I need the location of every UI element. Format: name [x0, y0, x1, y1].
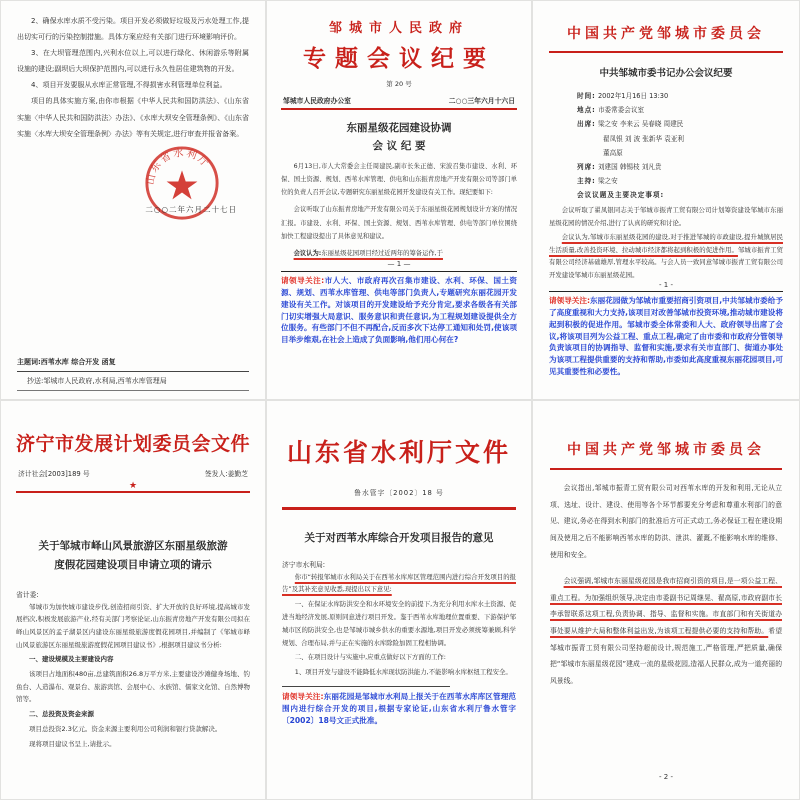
annotation-label: 请领导关注:	[282, 692, 324, 701]
meta-row-attendees2	[577, 132, 783, 146]
red-underlined-text: 会议强调,邹城市东丽星级花园是我市招商引资的项目,是一项公益工程、重点工程。为加强组织领导,决定由市委副书记周继晃、翟高原,市政府副市长李承智联系这项工程,负责协调、指导、监督和实施。市直部门和有关街道办事处要从维护大局和整体利益出发,为该项工程提供必要的支持和帮助。	[550, 577, 782, 636]
issuing-org-header: 中国共产党邹城市委员会	[567, 442, 765, 458]
document-special-meeting-minutes	[266, 0, 532, 400]
cc-line: 抄送:邹城市人民政府,水利局,西苇水库管理局	[17, 372, 249, 391]
page-number: — 1 —	[387, 260, 411, 269]
red-divider-rule	[550, 468, 782, 470]
meta-row-chair	[577, 174, 783, 188]
paragraph	[550, 573, 782, 689]
annotation-text: 市人大、市政府再次召集市建设、水利、环保、国土资源、规划、西苇水库管理、供电等部门负责人,专题研究东丽花园开发建设有关工作。对该项目的开发建设给予充分肯定,要求各级各有关部门切实增强大局意识、服务意识和责任意识,为工程规划建设提供全方位服务。有些部门不但不再配合,反而多次下达停工通知和处罚,使该项目举步维艰,在社会上造成了负面影响,他们用心何在?	[281, 276, 517, 345]
paragraph-continuation: 邹城市振青工贸有限公司经济基础雄厚,管理水平较高。与会人员一致同意邹城市振青工贸有限公司开发建设邹城市东丽星级花园。	[549, 245, 784, 279]
document-party-secretary-meeting-minutes	[532, 0, 800, 400]
subject-keywords-line: 主题词:西苇水库 综合开发 函复	[17, 354, 249, 372]
red-divider-rule	[281, 108, 517, 110]
page-number: - 2 -	[659, 773, 673, 781]
star-icon: ★	[128, 481, 138, 491]
paragraph: 邹城市为加快城市建设步伐,创造招商引资、扩大开放的良好环境,提高城市发展档次,积极发展旅游产业,经有关部门考察论证,山东振青房地产开发有限公司拟在峄山风景区的孟子湖景区内建设东丽星级旅游度假花园项目,并编制了《邹城市峄山风景旅游区东丽星级旅游度假花园项目建议书》,根据项目建议书分析:	[16, 602, 250, 649]
red-underlined-text: 会议认为,邹城市东丽星级花园的建设,对于推进邹城的市政建设,提升城镇居民生活质量,改善投资环境、拉动城市经济都将起到积极的促进作用。	[549, 233, 783, 254]
paragraph	[282, 571, 516, 597]
red-divider-rule	[16, 481, 250, 493]
issue-date: 二○○三年六月十六日	[448, 97, 515, 105]
document-title-line1: 东丽星级花园建设协调	[346, 122, 452, 134]
document-banner-title: 专题会议纪要	[303, 46, 495, 72]
red-letterhead: 山东省水利厅文件	[286, 438, 511, 467]
paragraph	[549, 231, 783, 281]
document-number: 鲁水管字〔2002〕18 号	[354, 489, 444, 497]
paragraph: 3、在大坝管理范围内,兴利水位以上,可以进行绿化、休闲游乐等附属设施的建设;副坝后大坝保护范围内,可以进行永久性居住建筑物的开发。	[17, 49, 249, 74]
agenda-heading: 会议议题及主要决定事项:	[577, 191, 665, 200]
paragraph: 项目的具体实施方案,由你市根据《中华人民共和国防洪法》、《山东省实施〈中华人民共和国防洪法〉办法》、《水库大坝安全管理条例》、《山东省实施〈水库大坝安全管理条例〉办法》等有关规定,进行审查并报省备案。	[17, 97, 249, 138]
paragraph: 项目总投资2.3亿元。资金来源主要利用公司利润和银行贷款解决。	[29, 724, 222, 733]
meta-value: 梁之安	[597, 177, 618, 186]
meta-label: 列席:	[577, 162, 596, 171]
red-divider-rule	[549, 51, 783, 53]
svg-text:山东省水利厅	[143, 145, 212, 185]
annotation-text: 东丽花园做为邹城市重要招商引资项目,中共邹城市委给予了高度重视和大力支持,该项目对改善邹城市投资环境,推动城市建设将起到积极的促进作用。邹城市委全体常委和人大、政府领导出席了会议,将该项目列为公益工程、重点工程,确定了由市委和市政府分管领导负责该项目的协调指导、监督和实施,要求有关市直部门、街道办事处为该项工程提供重要的支持和帮助,市委如此高度重视东丽花园项目,可见其重要性和必要性。	[549, 296, 783, 376]
meta-value: 刘建国 韩锡枝 刘凡贵	[597, 162, 662, 171]
paragraph: 会议指出,邹城市振青工贸有限公司对西苇水库的开发和利用,无论从立项、选址、设计、建设、使用等各个环节都要充分考虑和尊重水利部门的意见、建议,务必在得到水利部门的批准后方可正式动工,务必保证工程在建设期间及使用之后不能影响西苇水库的防洪、泄洪、灌溉,不能影响水库的维修、使用和安全。	[550, 484, 782, 559]
seal-arc-text: 山东省水利厅	[145, 147, 212, 186]
meeting-meta-block	[577, 89, 783, 202]
section-heading: 二、总投资及资金来源	[29, 710, 94, 719]
issuing-org-header: 邹城市人民政府	[328, 21, 469, 36]
paragraph: 二、在项目设计与实施中,应重点做好以下方面的工作:	[294, 653, 446, 662]
paragraph: 2、确保水库水质不受污染。项目开发必须做好垃圾及污水处理工作,提出切实可行的污染控制措施。具体方案应经有关部门进行环境影响评价。	[17, 17, 249, 42]
issue-number: 第 20 号	[386, 80, 412, 88]
meta-label: 出席:	[577, 120, 596, 129]
red-underlined-text: 你市“转报邹城市水利局关于在西苇水库库区管理范围内进行综合开发项目的报告”及其补充意见收悉,现提出以下意见:	[282, 572, 516, 594]
annotation-note	[282, 691, 516, 726]
meta-value: 梁之安 李来云 吴春晓 周建民	[597, 120, 684, 129]
meta-value: 市委常委会议室	[597, 106, 645, 115]
meta-row-observers	[577, 160, 783, 174]
meta-row-attendees3	[577, 146, 783, 160]
paragraph	[281, 247, 517, 260]
paragraph: 6月13日,市人大常委会主任周建民,副市长朱正德、宋波召集市建设、水利、环保、国土资源、规划、西苇水库管理、供电和山东振青房地产开发有限公司等部门单位的负责人召开会议,专题研究东丽星级花园开发建设有关工作。现纪要如下:	[281, 162, 517, 197]
paragraph: 该项目占地面积480亩,总建筑面积26.8万平方米,主要建设沙滩健身场地、钓鱼台、人造瀑布、观景台、旅游宾馆、会展中心、水族馆、儒家文化馆、自然博物馆等。	[16, 670, 250, 704]
paragraph: 一、在保证水库防洪安全和水环境安全的前提下,为充分利用水库水土资源、促进当地经济发展,原则同意进行项目开发。鉴于西苇水库地理位置重要、下游保护邹城市区的防洪安全,也是邹城市城乡供水的重要水源地,项目开发必须统筹兼顾,科学规划、合理布局,并与正在实施的水库除险加固工程相协调。	[282, 600, 516, 647]
annotation-note	[281, 271, 517, 346]
document-water-dept-reply-page2	[0, 0, 266, 400]
paragraph: 1、项目开发与建设不能降低水库现状防洪能力,不能影响水库枢纽工程安全。	[294, 668, 512, 677]
document-title-line2: 度假花园建设项目申请立项的请示	[54, 558, 212, 571]
annotation-label: 请领导关注:	[281, 276, 325, 286]
meeting-conclusion-label: 会议认为:	[293, 250, 322, 257]
annotation-label: 请领导关注:	[549, 296, 591, 306]
issuer-office: 邹城市人民政府办公室	[283, 97, 351, 105]
meta-label: 主持:	[577, 177, 596, 186]
document-title: 关于对西苇水库综合开发项目报告的意见	[304, 531, 494, 544]
annotation-note	[549, 291, 783, 377]
paragraph: 会议听取了翟凤银同志关于邹城市振青工贸有限公司计划筹资建设邹城市东丽星级花园的情况介绍,进行了认真的研究和讨论。	[549, 206, 783, 227]
meta-row-time	[577, 89, 783, 103]
signer: 签发人:姜勤芝	[204, 470, 248, 478]
document-title	[281, 120, 517, 156]
meta-label: 地点:	[577, 106, 596, 115]
paragraph: 4、项目开发要服从水库正常管理,不得损害水利管理单位利益。	[31, 81, 227, 90]
document-number: 济计社会[2003]189 号	[18, 470, 90, 478]
meta-value: 翟凤银 刘 波 张新华 袁亚利	[603, 134, 684, 143]
meta-label: 时间:	[577, 92, 596, 100]
annotation-text: 东丽花园是邹城市水利局上报关于在西苇水库库区管理范围内进行综合开发的项目,根据专家论证,山东省水利厅鲁水管字〔2002〕18号文正式批准。	[282, 692, 516, 725]
annotation-separator-line	[282, 686, 450, 687]
issuing-org-header: 中国共产党邹城市委员会	[567, 26, 765, 42]
red-divider-rule	[282, 507, 516, 510]
red-letterhead: 济宁市发展计划委员会文件	[16, 433, 251, 455]
seal-and-date-area	[17, 142, 249, 242]
document-footer-block	[17, 354, 249, 391]
paragraph-continuation: 希望邹城市振青工贸有限公司坚持超前设计,规范施工,严格管理,严把质量,确保把“邹城市东丽星级花园”建成一流的星级花园,造福人民群众,成为一道亮丽的风景线。	[550, 627, 782, 686]
paragraph: 现将项目建议书呈上,请批示。	[29, 739, 116, 748]
salutation: 济宁市水利局:	[282, 560, 326, 569]
paragraph: 会议听取了山东振青房地产开发有限公司关于东丽星级花园规划设计方案的情况汇报。市建设、水利、环保、国土资源、规划、西苇水库管理、供电等部门单位围绕加快工程建设提出了具体意见和建议。	[281, 206, 517, 240]
document-title: 中共邹城市委书记办公会议纪要	[599, 68, 733, 79]
meta-row-place	[577, 103, 783, 117]
seal-star-icon	[167, 170, 198, 199]
page-number: - 1 -	[659, 281, 673, 290]
issuer-and-date-row	[281, 95, 517, 108]
document-shandong-water-dept-file	[266, 400, 532, 800]
red-underlined-text: 东丽星级花园项目经过近两年的筹备运作,于	[321, 250, 443, 257]
meta-row-attendees	[577, 117, 783, 131]
meta-value: 董高原	[603, 148, 623, 157]
document-title-line1: 关于邹城市峄山风景旅游区东丽星级旅游	[38, 540, 228, 552]
document-date: 二○○二年六月二十七日	[145, 204, 237, 214]
document-title	[16, 537, 250, 575]
meta-value: 2002年1月16日 13:30	[597, 92, 669, 100]
document-party-committee-page2	[532, 400, 800, 800]
salutation: 省计委:	[16, 590, 39, 599]
section-heading: 一、建设规模及主要建设内容	[29, 655, 114, 664]
document-title-line2: 会 议 纪 要	[372, 139, 426, 152]
document-jining-planning-commission	[0, 400, 266, 800]
